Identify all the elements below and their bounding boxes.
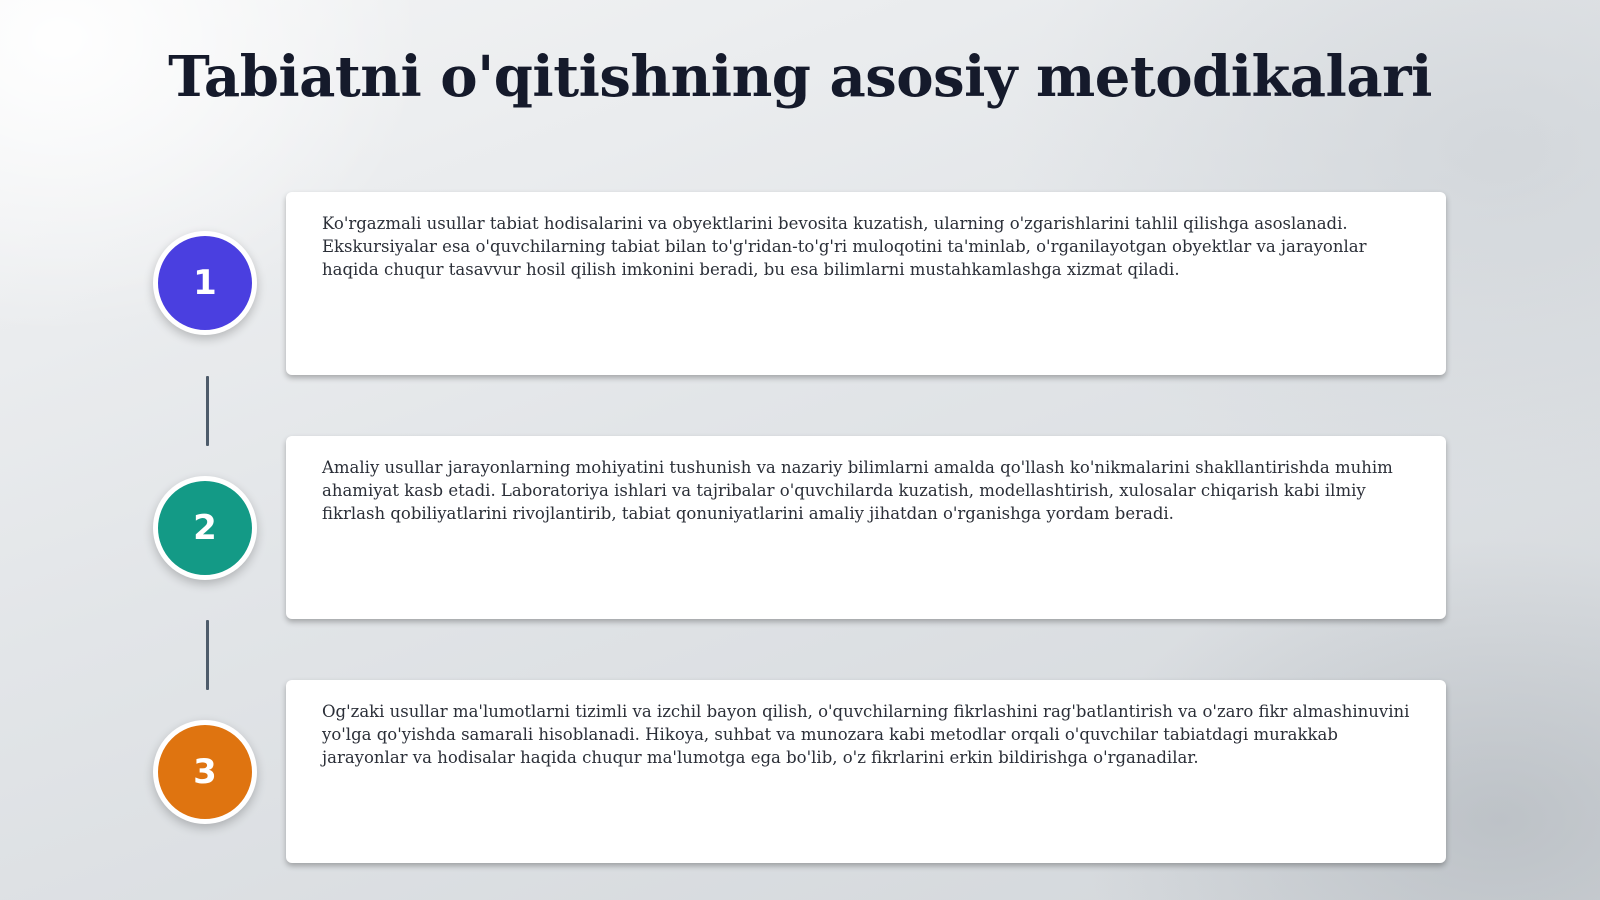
step-3-text: Og'zaki usullar ma'lumotlarni tizimli va izchil bayon qilish, o'quvchilarning fikrlashini rag'batlantirish va o'zaro fikr almashinuvini yo'lga qo'yishda samarali hisoblanadi. Hikoya, suhbat va munozara kabi metodlar orqali o'quvchilar tabiatdagi murakkab jarayonlar va hodisalar haqida chuqur ma'lumotga ega bo'lib, o'z fikrlarini erkin bildirishga o'rganadilar. [322,702,1410,767]
timeline-connector-1 [206,376,209,446]
step-2-text: Amaliy usullar jarayonlarning mohiyatini tushunish va nazariy bilimlarni amalda qo'llash ko'nikmalarini shakllantirishda muhim ahamiyat kasb etadi. Laboratoriya ishlari va tajribalar o'quvchilarda kuzatish, modellashtirish, xulosalar chiqarish kabi ilmiy fikrlash qobiliyatlarini rivojlantirib, tabiat qonuniyatlarini amaliy jihatdan o'rganishga yordam beradi. [322,458,1393,523]
step-3-number: 3 [193,752,217,792]
step-1-number-badge [153,231,257,335]
slide-title: Tabiatni o'qitishning asosiy metodikalari [168,44,1432,110]
step-1-number: 1 [193,263,217,303]
timeline-connector-2 [206,620,209,690]
step-3-number-badge [153,720,257,824]
step-2-number-badge [153,476,257,580]
step-1-text: Ko'rgazmali usullar tabiat hodisalarini va obyektlarini bevosita kuzatish, ularning o'zgarishlarini tahlil qilishga asoslanadi. Ekskursiyalar esa o'quvchilarning tabiat bilan to'g'ridan-to'g'ri muloqotini ta'minlab, o'rganilayotgan obyektlar va jarayonlar haqida chuqur tasavvur hosil qilish imkonini beradi, bu esa bilimlarni mustahkamlashga xizmat qiladi. [322,214,1367,279]
step-2-number: 2 [193,508,217,548]
step-3-card [286,680,1446,863]
step-2-card [286,436,1446,619]
step-1-card [286,192,1446,375]
